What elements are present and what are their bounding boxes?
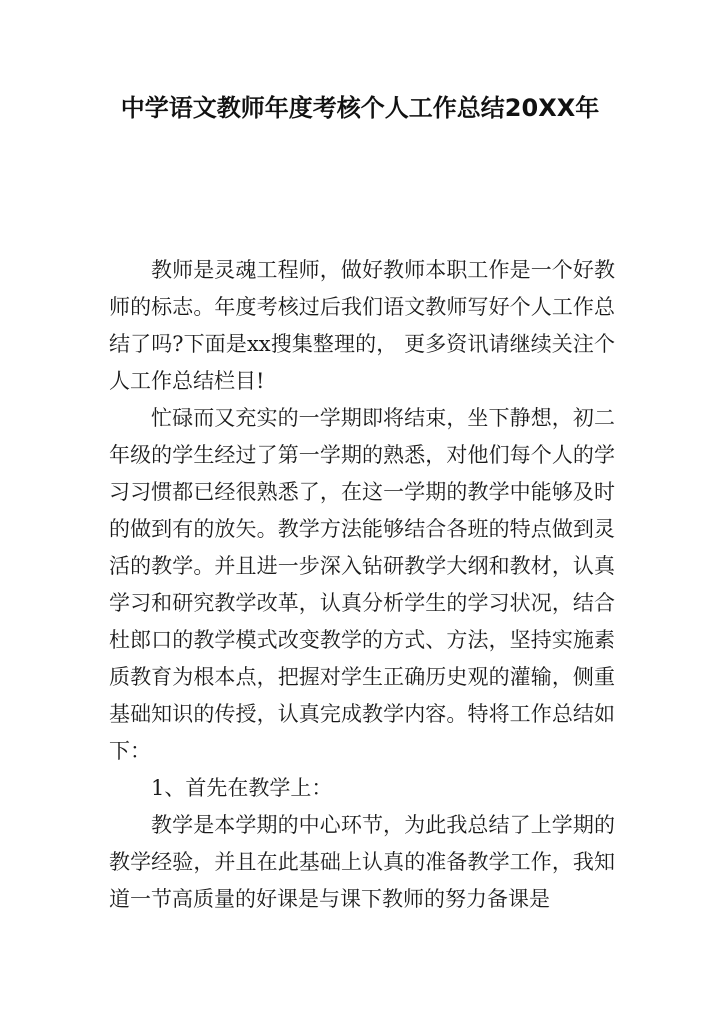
paragraph-semester: 忙碌而又充实的一学期即将结束，坐下静想，初二年级的学生经过了第一学期的熟悉，对他们每个人的学习习惯都已经很熟悉了，在这一学期的教学中能够及时的做到有的放矢。教学方法能够结合各班的特点做到灵活的教学。并且进一步深入钻研教学大纲和教材，认真学习和研究教学改革，认真分析学生的学习状况，结合杜郎口的教学模式改变教学的方式、方法，坚持实施素质教育为根本点，把握对学生正确历史观的灌输，侧重基础知识的传授，认真完成教学内容。特将工作总结如下： (109, 406, 615, 763)
paragraph-intro: 教师是灵魂工程师，做好教师本职工作是一个好教师的标志。年度考核过后我们语文教师写好个人工作总结了吗?下面是xx搜集整理的， 更多资讯请继续关注个人工作总结栏目! (109, 258, 615, 393)
document-body (109, 252, 615, 918)
document-title: 中学语文教师年度考核个人工作总结20XX年 (120, 94, 600, 122)
paragraph-teaching: 教学是本学期的中心环节，为此我总结了上学期的教学经验，并且在此基础上认真的准备教学工作，我知道一节高质量的好课是与课下教师的努力备课是 (109, 813, 615, 911)
paragraph-heading-teaching: 1、首先在教学上： (151, 776, 333, 800)
